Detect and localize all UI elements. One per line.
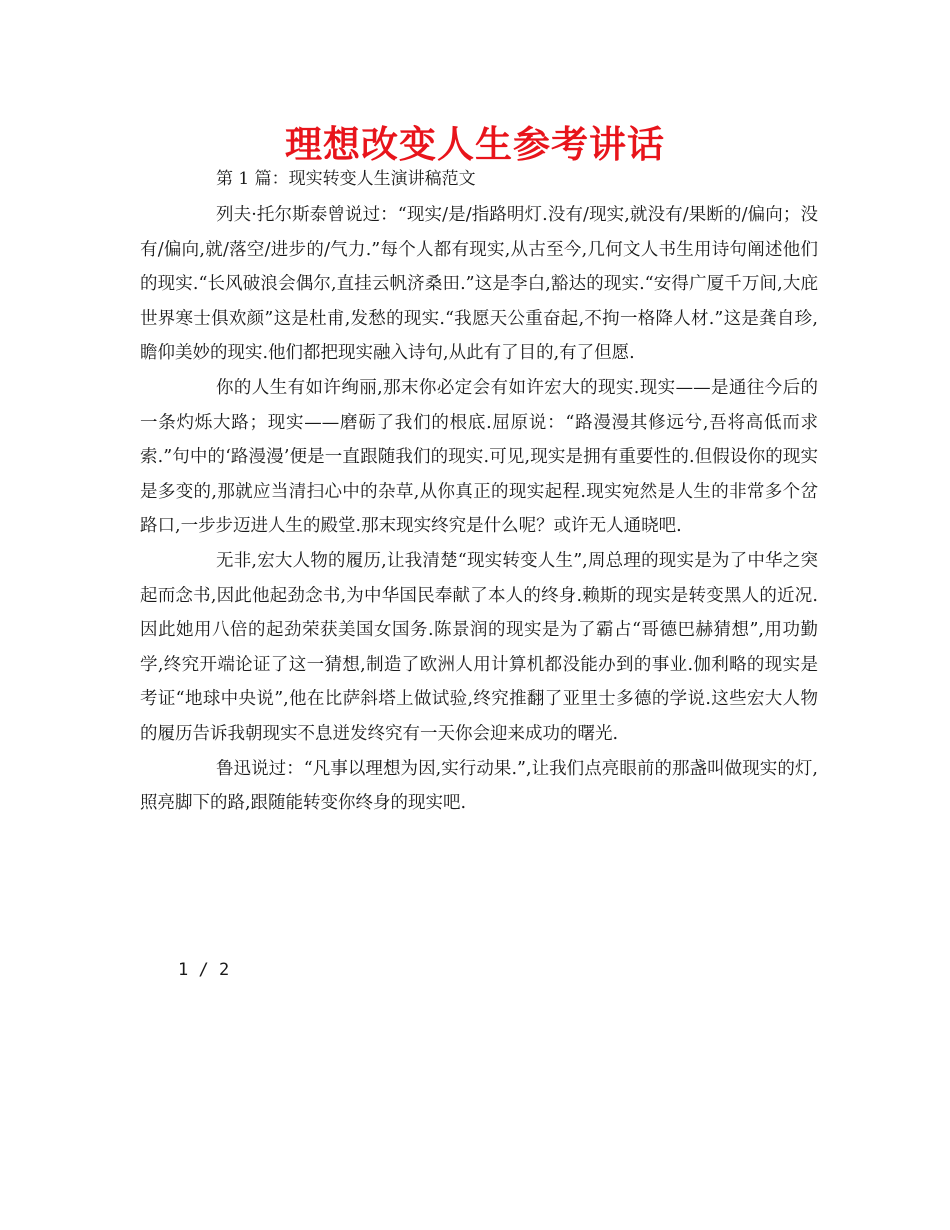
document-title: 理想改变人生参考讲话 [285, 123, 665, 166]
page-number: 1 / 2 [178, 960, 230, 980]
document-body [140, 198, 818, 821]
paragraph: 无非,宏大人物的履历,让我清楚“现实转变人生”,周总理的现实是为了中华之突起而念书,因此他起劲念书,为中华国民奉献了本人的终身.赖斯的现实是转变黑人的近况.因此她用八倍的起劲荣获美国女国务.陈景润的现实是为了霸占“哥德巴赫猜想”,用功勤学,终究开端论证了这一猜想,制造了欧洲人用计算机都没能办到的事业.伽利略的现实是考证“地球中央说”,他在比萨斜塔上做试验,终究推翻了亚里士多德的学说.这些宏大人物的履历告诉我朝现实不息迸发终究有一天你会迎来成功的曙光. [140, 550, 818, 744]
document-subtitle: 第 1 篇：现实转变人生演讲稿范文 [216, 169, 476, 189]
paragraph: 你的人生有如许绚丽,那末你必定会有如许宏大的现实.现实——是通往今后的一条灼烁大路；现实——磨砺了我们的根底.屈原说：“路漫漫其修远兮,吾将高低而求索.”句中的‘路漫漫’便是一直跟随我们的现实.可见,现实是拥有重要性的.但假设你的现实是多变的,那就应当清扫心中的杂草,从你真正的现实起程.现实宛然是人生的非常多个岔路口,一步步迈进人生的殿堂.那末现实终究是什么呢？或许无人通晓吧. [140, 377, 818, 537]
paragraph: 鲁迅说过：“凡事以理想为因,实行动果.”,让我们点亮眼前的那盏叫做现实的灯,照亮脚下的路,跟随能转变你终身的现实吧. [140, 758, 818, 814]
paragraph: 列夫·托尔斯泰曾说过：“现实/是/指路明灯.没有/现实,就没有/果断的/偏向；没有/偏向,就/落空/进步的/气力.”每个人都有现实,从古至今,几何文人书生用诗句阐述他们的现实.“长风破浪会偶尔,直挂云帆济桑田.”这是李白,豁达的现实.“安得广厦千万间,大庇世界寒士俱欢颜”这是杜甫,发愁的现实.“我愿天公重奋起,不拘一格降人材.”这是龚自珍,瞻仰美妙的现实.他们都把现实融入诗句,从此有了目的,有了但愿. [140, 205, 818, 364]
